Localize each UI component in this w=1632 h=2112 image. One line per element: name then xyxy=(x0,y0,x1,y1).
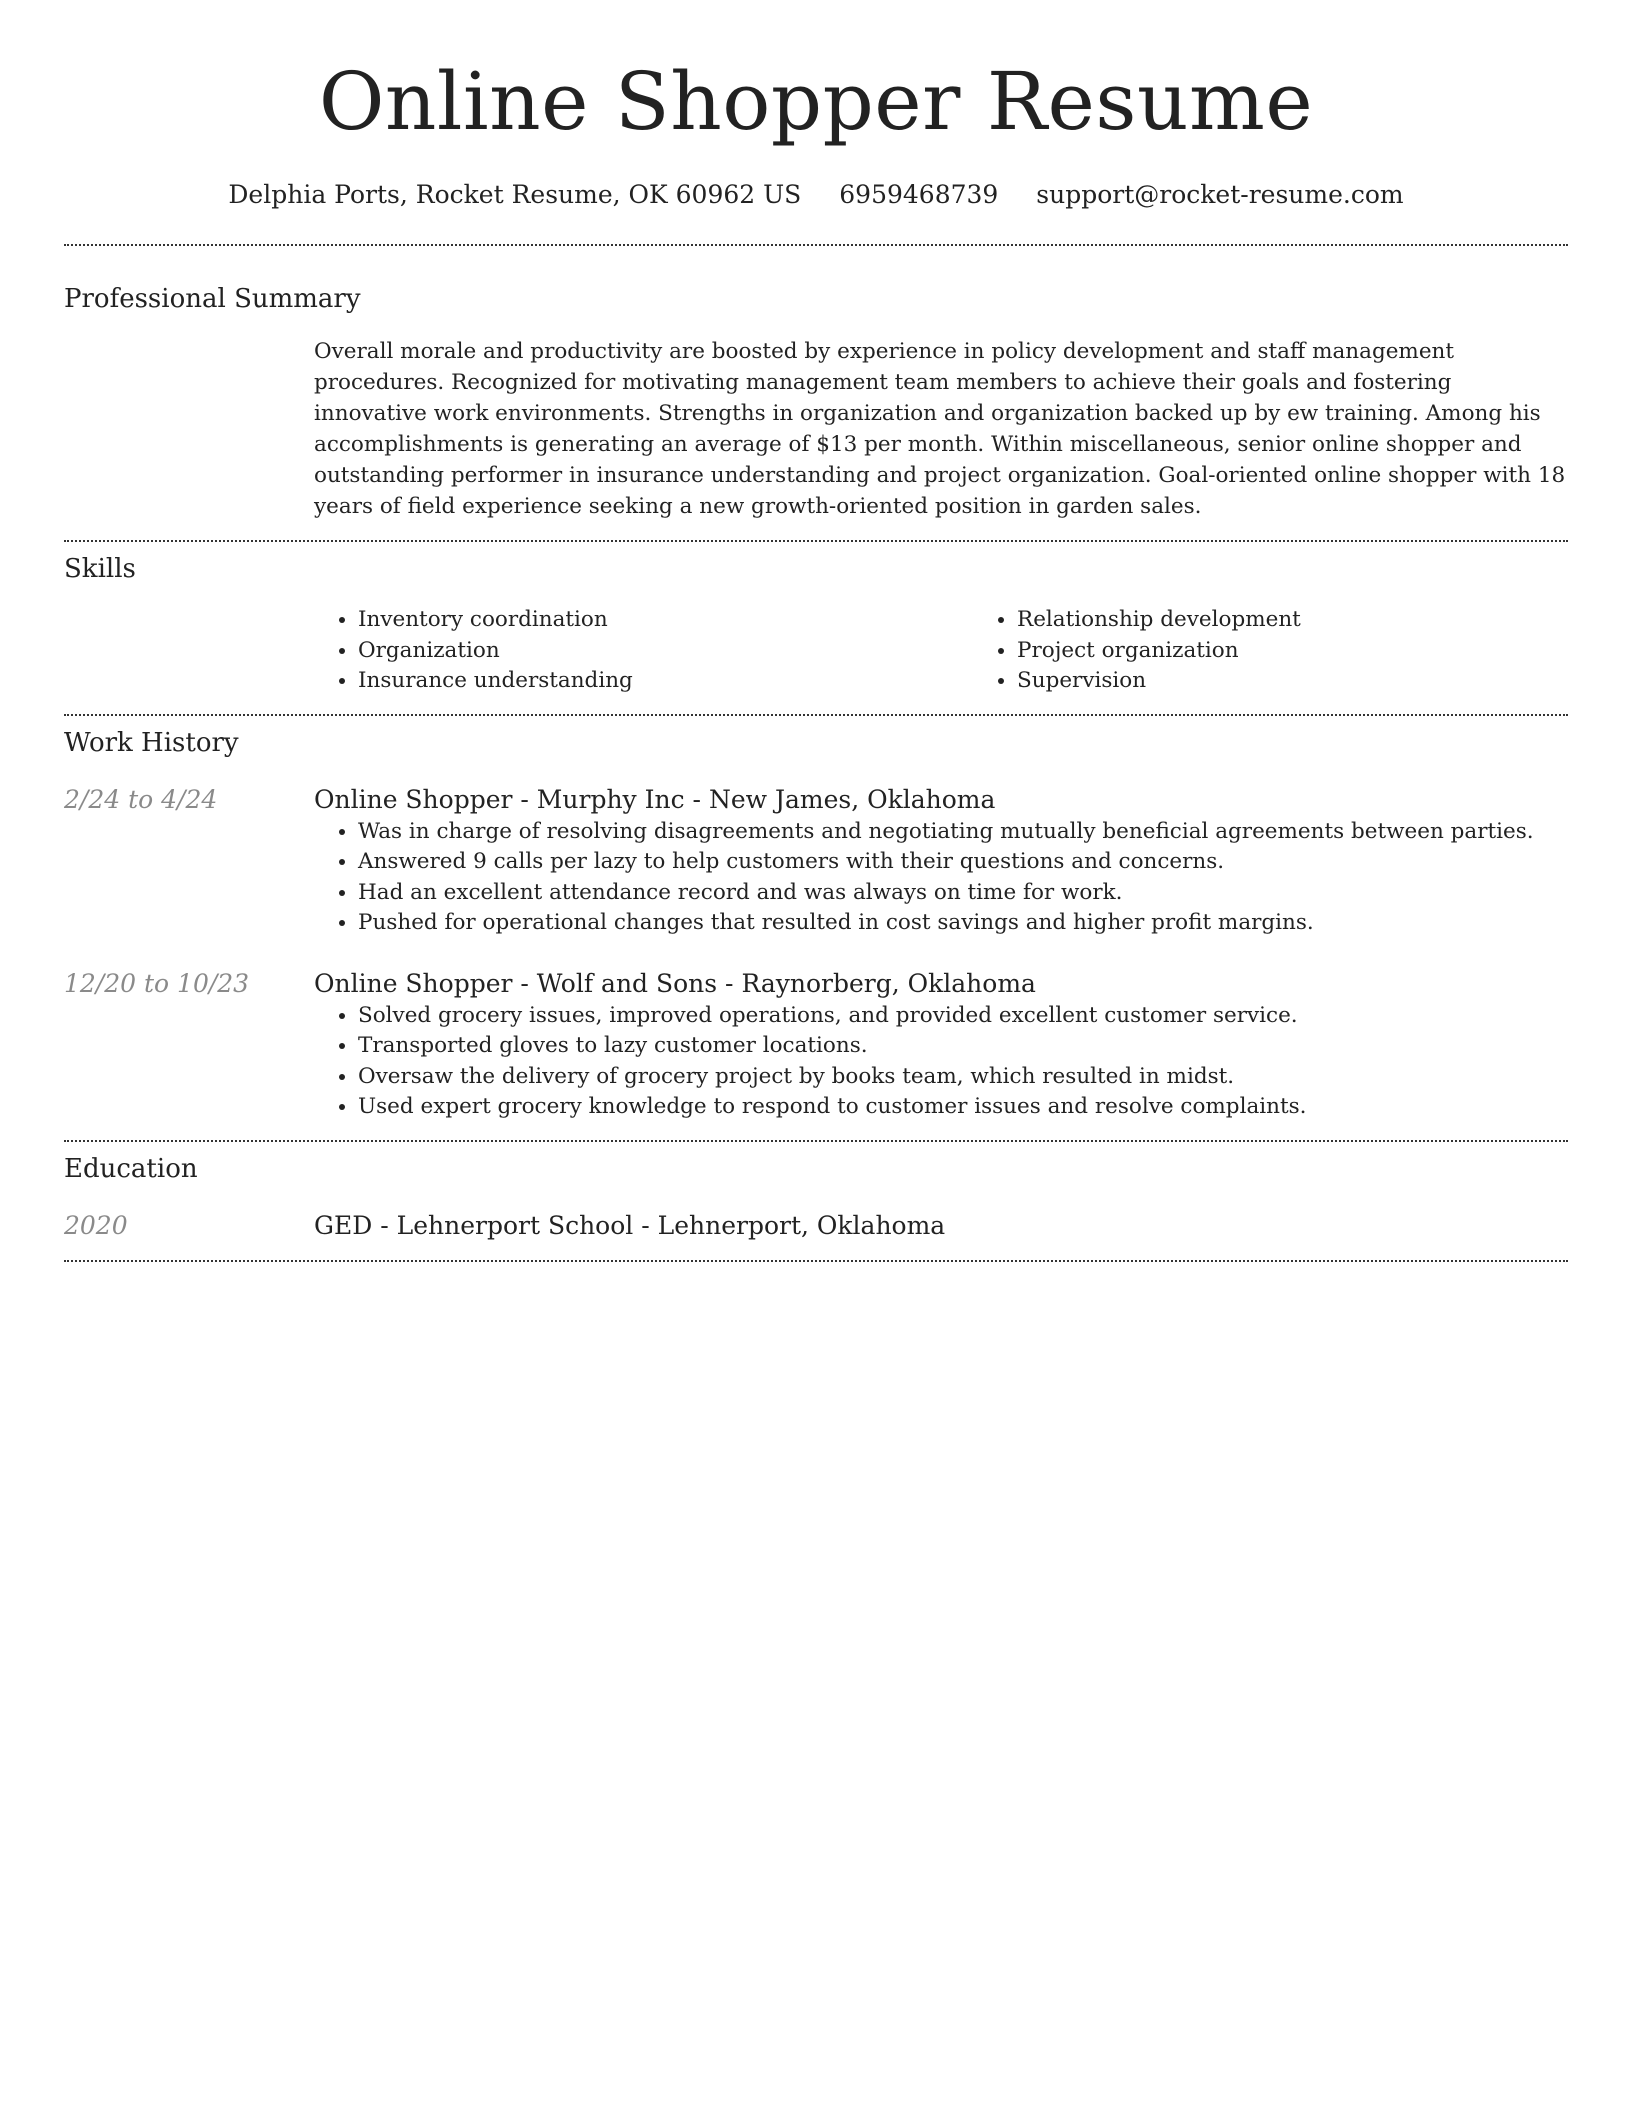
job-bullet: • Oversaw the delivery of grocery project by books team, which resulted in midst. xyxy=(358,1062,1568,1093)
job-bullet: • Transported gloves to lazy customer locations. xyxy=(358,1031,1568,1062)
education-title: GED - Lehnerport School - Lehnerport, Oklahoma xyxy=(314,1210,946,1240)
work-heading: Work History xyxy=(64,727,239,758)
job-title: Online Shopper - Murphy Inc - New James, Oklahoma xyxy=(314,784,996,814)
skills-list-left xyxy=(314,605,973,697)
contact-address: Delphia Ports, Rocket Resume, OK 60962 US xyxy=(228,180,802,209)
job-dates: 12/20 to 10/23 xyxy=(64,968,250,998)
job-bullets xyxy=(314,817,1568,939)
summary-text: Overall morale and productivity are boosted by experience in policy development and staff management procedures. Recognized for motivating management team members to achieve their goals and fostering innovative work environments. Strengths in organization and organization backed up by ew training. Among his accomplishments is generating an average of $13 per month. Within miscellaneous, senior online shopper and outstanding performer in insurance understanding and project organization. Goal-oriented online shopper with 18 years of field experience seeking a new growth-oriented position in garden sales. xyxy=(314,339,1566,519)
skills-list-right xyxy=(973,605,1632,697)
education-heading: Education xyxy=(64,1153,198,1184)
skill-item: • Relationship development xyxy=(1017,605,1632,636)
job-title: Online Shopper - Wolf and Sons - Raynorberg, Oklahoma xyxy=(314,968,1036,998)
job-entry xyxy=(64,967,1568,1123)
skills-section xyxy=(64,542,1568,697)
work-section xyxy=(64,716,1568,1123)
job-bullet: • Was in charge of resolving disagreements and negotiating mutually beneficial agreements between parties. xyxy=(358,817,1568,848)
job-bullet: • Pushed for operational changes that resulted in cost savings and higher profit margins. xyxy=(358,908,1568,939)
job-entry xyxy=(64,783,1568,939)
education-year: 2020 xyxy=(64,1210,128,1240)
section-divider xyxy=(64,1260,1568,1262)
job-bullet: • Answered 9 calls per lazy to help customers with their questions and concerns. xyxy=(358,847,1568,878)
education-section xyxy=(64,1142,1568,1243)
skill-item: • Inventory coordination xyxy=(358,605,973,636)
summary-heading: Professional Summary xyxy=(64,284,361,314)
job-bullet: • Solved grocery issues, improved operations, and provided excellent customer service. xyxy=(358,1001,1568,1032)
skill-item: • Organization xyxy=(358,636,973,667)
skill-item: • Supervision xyxy=(1017,666,1632,697)
contact-line xyxy=(64,178,1568,212)
resume-title: Online Shopper Resume xyxy=(318,55,1314,148)
contact-email: support@rocket-resume.com xyxy=(1036,180,1404,209)
skill-item: • Project organization xyxy=(1017,636,1632,667)
contact-phone: 6959468739 xyxy=(839,180,999,209)
job-bullet: • Used expert grocery knowledge to respond to customer issues and resolve complaints. xyxy=(358,1092,1568,1123)
summary-section xyxy=(64,246,1568,522)
skills-heading: Skills xyxy=(64,554,136,584)
education-entry xyxy=(64,1209,1568,1243)
job-dates: 2/24 to 4/24 xyxy=(64,784,218,814)
job-bullet: • Had an excellent attendance record and was always on time for work. xyxy=(358,878,1568,909)
job-bullets xyxy=(314,1001,1568,1123)
skill-item: • Insurance understanding xyxy=(358,666,973,697)
